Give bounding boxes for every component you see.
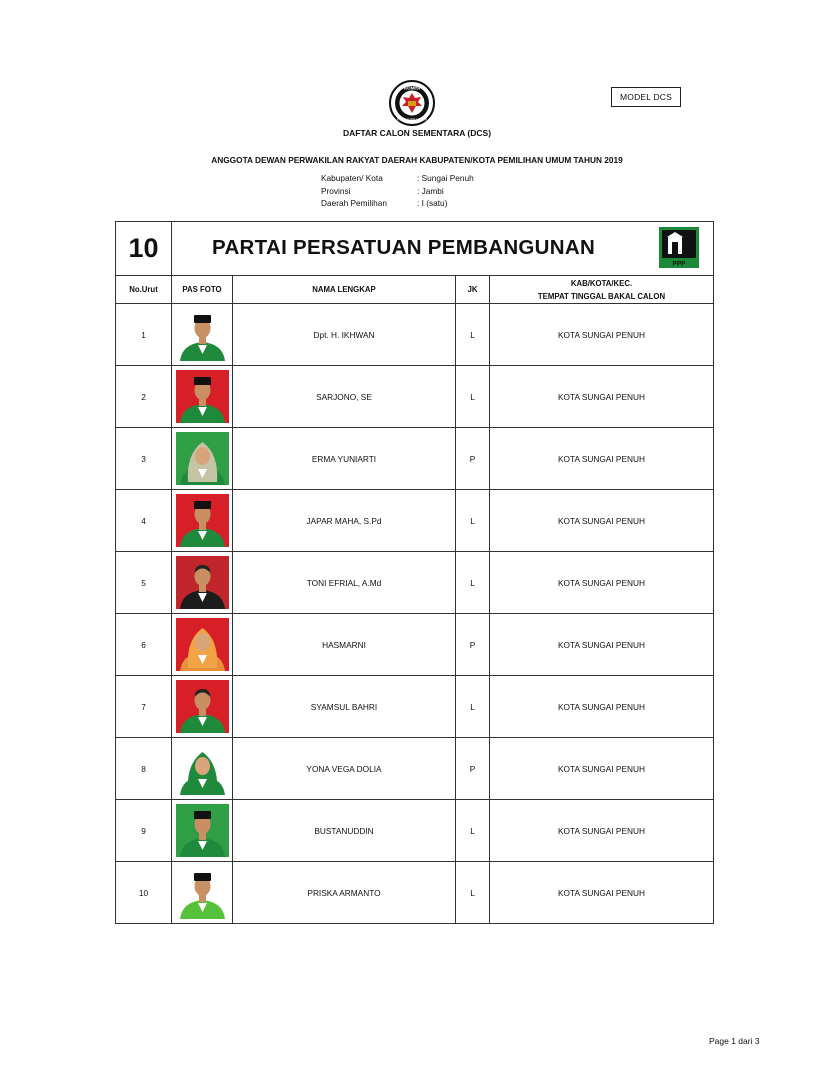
candidate-name: TONI EFRIAL, A.Md bbox=[233, 552, 456, 614]
table-row bbox=[116, 862, 714, 924]
candidate-number: 7 bbox=[116, 676, 172, 738]
meta-row-district bbox=[321, 197, 474, 210]
candidate-photo-icon bbox=[176, 680, 229, 733]
candidate-name: SYAMSUL BAHRI bbox=[233, 676, 456, 738]
header-location-line1: KAB/KOTA/KEC. bbox=[570, 278, 633, 288]
candidate-photo-cell bbox=[172, 614, 233, 676]
election-meta bbox=[321, 172, 474, 210]
candidate-photo-icon bbox=[176, 804, 229, 857]
party-name: PARTAI PERSATUAN PEMBANGUNAN bbox=[212, 236, 596, 259]
meta-value: : Sungai Penuh bbox=[417, 173, 474, 183]
candidate-name: JAPAR MAHA, S.Pd bbox=[233, 490, 456, 552]
kpu-logo-bottom-text: PEMILIHAN UMUM bbox=[397, 117, 427, 122]
header-gender: JK bbox=[456, 276, 490, 304]
candidate-number: 9 bbox=[116, 800, 172, 862]
candidate-location: KOTA SUNGAI PENUH bbox=[490, 862, 714, 924]
candidate-gender: L bbox=[456, 800, 490, 862]
meta-value: : Jambi bbox=[417, 185, 444, 196]
header-location bbox=[490, 276, 714, 304]
candidate-location: KOTA SUNGAI PENUH bbox=[490, 738, 714, 800]
candidate-photo-cell bbox=[172, 862, 233, 924]
candidate-number: 4 bbox=[116, 490, 172, 552]
candidate-gender: L bbox=[456, 490, 490, 552]
candidate-photo-icon bbox=[176, 494, 229, 547]
party-name-cell bbox=[172, 222, 714, 276]
candidate-photo-icon bbox=[176, 866, 229, 919]
ppp-logo-text: PPP bbox=[672, 260, 686, 268]
table-row bbox=[116, 366, 714, 428]
candidate-photo-cell bbox=[172, 738, 233, 800]
candidate-gender: P bbox=[456, 738, 490, 800]
meta-key: Provinsi bbox=[321, 185, 351, 196]
candidate-gender: L bbox=[456, 304, 490, 366]
candidate-location: KOTA SUNGAI PENUH bbox=[490, 676, 714, 738]
candidate-photo-cell bbox=[172, 676, 233, 738]
candidate-photo-cell bbox=[172, 428, 233, 490]
table-header-row bbox=[116, 276, 714, 304]
party-number: 10 bbox=[116, 222, 172, 276]
candidate-gender: P bbox=[456, 614, 490, 676]
kpu-logo-top-text: KOMISI bbox=[403, 85, 421, 91]
meta-value: : I (satu) bbox=[417, 198, 448, 208]
candidate-photo-icon bbox=[176, 556, 229, 609]
candidate-name: Dpt. H. IKHWAN bbox=[233, 304, 456, 366]
candidate-number: 3 bbox=[116, 428, 172, 490]
table-row bbox=[116, 552, 714, 614]
meta-row-province bbox=[321, 185, 474, 198]
candidate-location: KOTA SUNGAI PENUH bbox=[490, 304, 714, 366]
candidate-number: 1 bbox=[116, 304, 172, 366]
page-number: Page 1 dari 3 bbox=[709, 1036, 760, 1046]
candidate-gender: P bbox=[456, 428, 490, 490]
candidate-photo-cell bbox=[172, 552, 233, 614]
document-subtitle: ANGGOTA DEWAN PERWAKILAN RAKYAT DAERAH KABUPATEN/KOTA PEMILIHAN UMUM TAHUN 2019 bbox=[211, 155, 623, 165]
candidate-gender: L bbox=[456, 366, 490, 428]
table-row bbox=[116, 304, 714, 366]
table-row bbox=[116, 428, 714, 490]
candidate-location: KOTA SUNGAI PENUH bbox=[490, 614, 714, 676]
table-row bbox=[116, 738, 714, 800]
candidate-number: 8 bbox=[116, 738, 172, 800]
model-label: MODEL DCS bbox=[611, 87, 681, 107]
candidate-location: KOTA SUNGAI PENUH bbox=[490, 552, 714, 614]
candidate-name: SARJONO, SE bbox=[233, 366, 456, 428]
table-row bbox=[116, 490, 714, 552]
document-title: DAFTAR CALON SEMENTARA (DCS) bbox=[342, 128, 492, 138]
candidate-photo-icon bbox=[176, 618, 229, 671]
candidate-location: KOTA SUNGAI PENUH bbox=[490, 428, 714, 490]
candidate-photo-icon bbox=[176, 308, 229, 361]
candidate-gender: L bbox=[456, 552, 490, 614]
candidate-photo-icon bbox=[176, 370, 229, 423]
header-photo: PAS FOTO bbox=[172, 276, 233, 304]
candidate-photo-cell bbox=[172, 366, 233, 428]
candidate-photo-cell bbox=[172, 304, 233, 366]
party-row bbox=[116, 222, 714, 276]
candidate-name: YONA VEGA DOLIA bbox=[233, 738, 456, 800]
header-location-line2: TEMPAT TINGGAL BAKAL CALON bbox=[537, 291, 666, 301]
table-row bbox=[116, 676, 714, 738]
meta-row-regency bbox=[321, 172, 474, 185]
meta-key: Kabupaten/ Kota bbox=[321, 173, 383, 183]
candidate-number: 6 bbox=[116, 614, 172, 676]
table-row bbox=[116, 614, 714, 676]
candidate-gender: L bbox=[456, 676, 490, 738]
candidate-photo-cell bbox=[172, 490, 233, 552]
candidate-photo-icon bbox=[176, 742, 229, 795]
candidate-photo-cell bbox=[172, 800, 233, 862]
header-name: NAMA LENGKAP bbox=[233, 276, 456, 304]
candidate-table bbox=[115, 221, 714, 924]
candidate-name: ERMA YUNIARTI bbox=[233, 428, 456, 490]
candidate-name: HASMARNI bbox=[233, 614, 456, 676]
candidate-number: 5 bbox=[116, 552, 172, 614]
candidate-location: KOTA SUNGAI PENUH bbox=[490, 800, 714, 862]
candidate-name: BUSTANUDDIN bbox=[233, 800, 456, 862]
candidate-location: KOTA SUNGAI PENUH bbox=[490, 490, 714, 552]
candidate-name: PRISKA ARMANTO bbox=[233, 862, 456, 924]
candidate-photo-icon bbox=[176, 432, 229, 485]
table-row bbox=[116, 800, 714, 862]
kpu-logo-icon bbox=[389, 80, 435, 126]
header-no: No.Urut bbox=[116, 276, 172, 304]
candidate-location: KOTA SUNGAI PENUH bbox=[490, 366, 714, 428]
ppp-logo-icon bbox=[659, 227, 699, 268]
candidate-gender: L bbox=[456, 862, 490, 924]
meta-key: Daerah Pemilihan bbox=[321, 198, 387, 208]
candidate-number: 10 bbox=[116, 862, 172, 924]
candidate-number: 2 bbox=[116, 366, 172, 428]
